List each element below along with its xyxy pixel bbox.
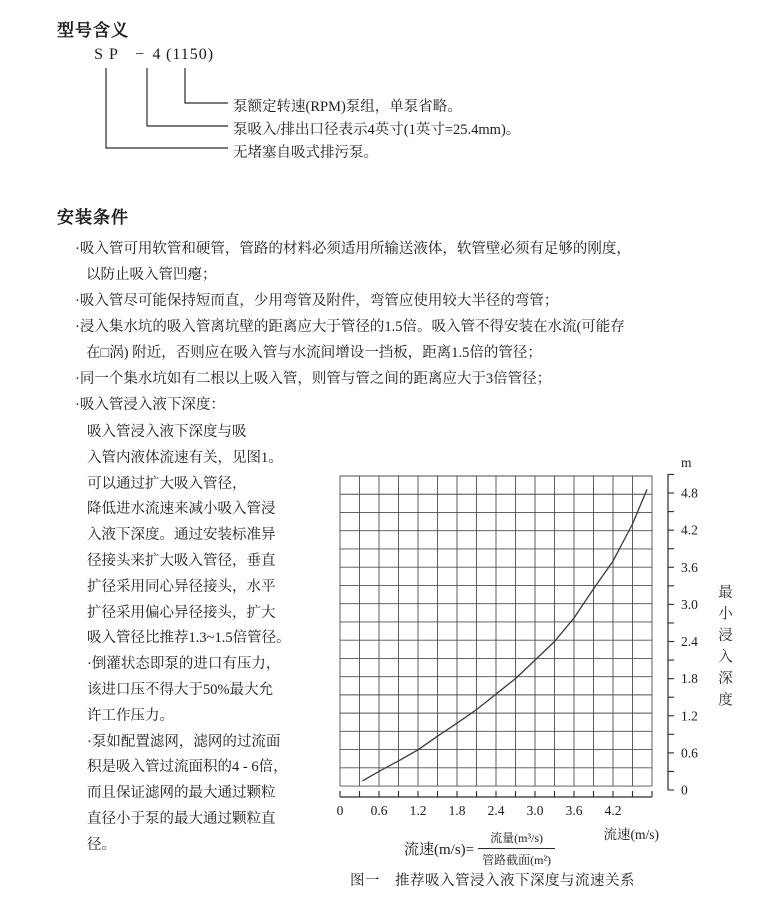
- callout-label-series: 无堵塞自吸式排污泵。: [233, 145, 378, 161]
- callout-line-series: [106, 68, 228, 148]
- install-left-column: [87, 420, 342, 859]
- formula-denominator: 管路截面(m²): [478, 848, 555, 868]
- x-axis-label: 流速(m/s): [603, 827, 659, 842]
- bullet-line: ·同一个集水坑如有二根以上吸入管，则管与管之间的距离应大于3倍管径；: [75, 371, 552, 387]
- x-tick-label: 0.6: [370, 803, 388, 818]
- y-tick-label: 0: [681, 782, 688, 798]
- column-line: 直径小于泵的最大通过颗粒直: [87, 810, 276, 827]
- formula-numerator: 流量(m³/s): [490, 831, 544, 845]
- x-tick-label: 3.6: [565, 803, 583, 818]
- x-tick-label: 3.0: [526, 803, 544, 818]
- column-line: 入液下深度。通过安装标准异: [87, 527, 276, 544]
- column-line: 许工作压力。: [87, 707, 174, 724]
- column-line: 该进口压不得大于50%最大允: [87, 681, 274, 698]
- x-tick-label: 1.2: [409, 803, 427, 818]
- install-bullet-list: [75, 236, 725, 418]
- bullet-line: ·吸入管可用软管和硬管，管路的材料必须适用所输送液体，软管壁必须有足够的刚度，: [75, 241, 631, 257]
- column-line: 扩径采用偏心异径接头，扩大: [87, 604, 276, 621]
- x-tick-label: 2.4: [487, 803, 505, 818]
- bullet-line: ·浸入集水坑的吸入管离坑壁的距离应大于管径的1.5倍。吸入管不得安装在水流(可能存: [75, 319, 625, 335]
- y-tick-label: 4.2: [681, 522, 698, 538]
- bullet-line: 在□涡) 附近，否则应在吸入管与水流间增设一挡板，距离1.5倍的管径；: [86, 345, 542, 361]
- y-tick-label: 1.8: [681, 671, 698, 687]
- y-tick-label: 4.8: [681, 485, 698, 501]
- column-line: 径。: [87, 836, 116, 853]
- y-axis-vertical-label: 最小浸入深度: [716, 584, 732, 713]
- y-tick-label: 2.4: [681, 634, 698, 650]
- column-line: 吸入管浸入液下深度与吸: [87, 424, 247, 440]
- column-line: 降低进水流速来减小吸入管浸: [87, 501, 276, 518]
- column-line: 扩径采用同心异径接头，水平: [87, 578, 276, 595]
- y-tick-label: 1.2: [681, 708, 698, 724]
- model-code-size: 4: [152, 46, 162, 63]
- x-tick-label: 1.8: [448, 803, 466, 818]
- column-line: 而且保证滤网的最大通过颗粒: [87, 785, 276, 802]
- figure-caption: 图一 推荐吸入管浸入液下深度与流速关系: [350, 873, 635, 889]
- column-line: 积是吸入管过流面积的4 - 6倍，: [87, 759, 288, 776]
- callout-line-speed: [185, 68, 228, 103]
- model-code-speed: (1150): [166, 46, 215, 63]
- callout-label-speed: 泵额定转速(RPM)泵组，单泵省略。: [233, 99, 462, 115]
- column-line: ·泵如配置滤网，滤网的过流面: [87, 733, 281, 750]
- velocity-formula: [404, 829, 555, 868]
- y-axis-unit: m: [681, 455, 692, 470]
- x-tick-label: 4.2: [604, 803, 622, 818]
- bullet-line: ·吸入管尽可能保持短而直，少用弯管及附件，弯管应使用较大半径的弯管；: [75, 293, 559, 309]
- x-tick-label: 0: [336, 803, 344, 818]
- column-line: ·倒灌状态即泵的进口有压力，: [87, 656, 281, 673]
- callout-line-size: [147, 68, 228, 126]
- chart-curve: [363, 490, 647, 781]
- formula-lhs: 流速(m/s)=: [404, 842, 475, 858]
- section-title-model-meaning: 型号含义: [57, 21, 129, 40]
- column-line: 入管内液体流速有关，见图1。: [87, 449, 283, 466]
- column-line: 可以通过扩大吸入管径，: [87, 475, 247, 492]
- column-line: 吸入管径比推荐1.3~1.5倍管径。: [87, 630, 291, 647]
- model-callout-lines: [0, 0, 780, 180]
- callout-label-size: 泵吸入/排出口径表示4英寸(1英寸=25.4mm)。: [233, 122, 521, 138]
- model-code-series: S P: [94, 46, 119, 63]
- section-title-install: 安装条件: [57, 208, 129, 227]
- formula-fraction: [478, 829, 555, 868]
- y-tick-label: 3.6: [681, 559, 698, 575]
- bullet-line: ·吸入管浸入液下深度：: [75, 397, 225, 413]
- model-code-dash: −: [135, 46, 146, 63]
- y-tick-label: 0.6: [681, 745, 698, 761]
- y-tick-label: 3.0: [681, 596, 698, 612]
- column-line: 径接头来扩大吸入管径，垂直: [87, 552, 276, 569]
- bullet-line: 以防止吸入管凹瘪；: [86, 267, 217, 283]
